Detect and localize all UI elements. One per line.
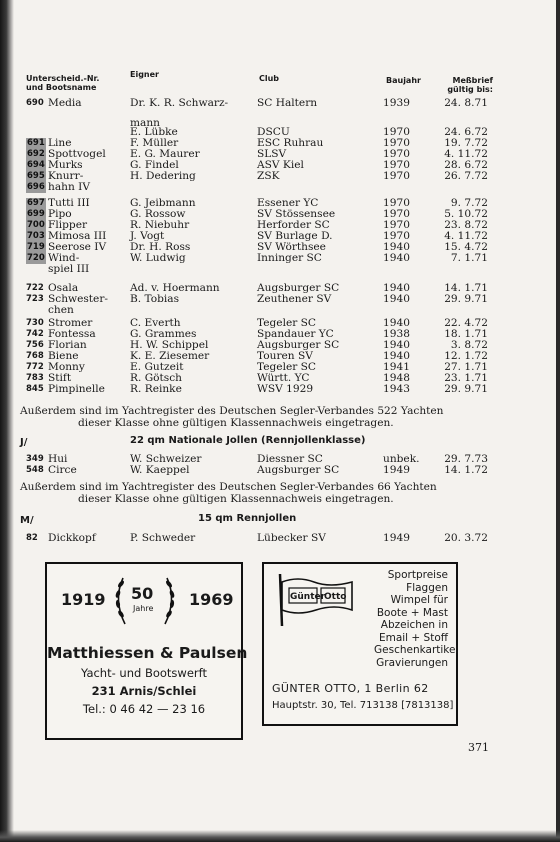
- boat-number: 700: [27, 220, 45, 230]
- boat-name: Murks: [48, 159, 83, 171]
- table-row: [0, 98, 560, 109]
- boat-number: 722: [26, 283, 44, 293]
- boat-name: Schwester-: [48, 293, 108, 305]
- boat-number: 756: [26, 340, 44, 350]
- owner-name: H. W. Schippel: [130, 339, 209, 351]
- ad1-year-left: 1919: [61, 590, 106, 609]
- boat-name: Dickkopf: [48, 532, 96, 544]
- advert-matthiessen-paulsen: [45, 562, 248, 740]
- boat-name: Tutti III: [48, 197, 90, 209]
- col-header-year: Baujahr: [386, 76, 421, 85]
- valid-until: 29. 9.71: [444, 293, 488, 305]
- ad2-line: Wimpel für: [390, 594, 448, 606]
- owner-name: G. Findel: [130, 159, 179, 171]
- valid-until: 15. 4.72: [444, 241, 488, 253]
- boat-number: 783: [26, 373, 44, 383]
- build-year: 1940: [383, 293, 410, 305]
- build-year: 1970: [383, 170, 410, 182]
- owner-name: B. Tobias: [130, 293, 180, 305]
- boat-number: 730: [26, 318, 44, 328]
- owner-name: H. Dedering: [130, 170, 196, 182]
- note-paragraph-2: [20, 481, 437, 505]
- build-year: 1949: [383, 532, 410, 544]
- boat-name: Florian: [48, 339, 87, 351]
- club-name: SLSV: [257, 148, 287, 160]
- boat-name: Stromer: [48, 317, 93, 329]
- table-row: [0, 294, 560, 305]
- build-year: 1941: [383, 361, 410, 373]
- boat-number: 723: [26, 294, 44, 304]
- owner-name: P. Schweder: [130, 532, 196, 544]
- valid-until: 7. 1.71: [450, 252, 488, 264]
- boat-number: 719: [27, 242, 45, 252]
- valid-until: 22. 4.72: [444, 317, 488, 329]
- boat-number: 695: [27, 171, 45, 181]
- valid-until: 5. 10.72: [444, 208, 488, 220]
- col-header-valid-line1: Meßbrief: [452, 76, 493, 85]
- boat-name: Flipper: [48, 219, 88, 231]
- ad1-year-right: 1969: [189, 590, 234, 609]
- owner-name: E. Gutzeit: [130, 361, 184, 373]
- boat-name: Line: [48, 137, 72, 149]
- build-year: 1970: [383, 197, 410, 209]
- boat-name: Spottvogel: [48, 148, 106, 160]
- club-name: SV Burlage D.: [257, 230, 333, 242]
- club-name: Zeuthener SV: [257, 293, 332, 305]
- boat-number: 768: [26, 351, 44, 361]
- col-header-nr-line1: Unterscheid.-Nr.: [26, 74, 100, 83]
- club-name: Inninger SC: [257, 252, 322, 264]
- boat-number: 742: [26, 329, 44, 339]
- boat-name: Media: [48, 97, 82, 109]
- flag-text-left: Günter: [290, 592, 326, 602]
- owner-name: W. Kaeppel: [130, 464, 190, 476]
- boat-name: chen: [48, 304, 74, 316]
- owner-name: R. Reinke: [130, 383, 182, 395]
- boat-number: 696: [27, 182, 45, 192]
- boat-name: Stift: [48, 372, 72, 384]
- boat-number: 349: [26, 454, 44, 464]
- table-row: [0, 465, 560, 476]
- col-header-valid-line2: gültig bis:: [447, 85, 493, 94]
- club-name: WSV 1929: [257, 383, 314, 395]
- club-name: Lübecker SV: [257, 532, 326, 544]
- build-year: 1940: [383, 241, 410, 253]
- boat-number: 697: [27, 198, 45, 208]
- ad2-line: Flaggen: [406, 581, 448, 594]
- boat-name: hahn IV: [48, 181, 90, 193]
- ad2-line: Boote + Mast: [376, 606, 448, 619]
- boat-name: Hui: [48, 453, 68, 465]
- boat-name: Pipo: [48, 208, 72, 220]
- owner-name: G. Rossow: [130, 208, 186, 220]
- build-year: unbek.: [383, 453, 420, 465]
- col-header-valid: [445, 76, 493, 94]
- boat-name: Osala: [48, 282, 79, 294]
- valid-until: 18. 1.71: [444, 328, 488, 340]
- valid-until: 27. 1.71: [444, 361, 488, 373]
- section-3-title: 15 qm Rennjollen: [198, 513, 297, 524]
- valid-until: 24. 6.72: [444, 126, 488, 138]
- ad1-address: 231 Arnis/Schlei: [91, 684, 197, 698]
- build-year: 1940: [383, 252, 410, 264]
- boat-name: Mimosa III: [48, 230, 107, 242]
- note-2-line-1: Außerdem sind im Yachtregister des Deutschen Segler-Verbandes 66 Yachten: [20, 481, 437, 493]
- boat-number: 699: [27, 209, 45, 219]
- club-name: Herforder SC: [257, 219, 330, 231]
- ad1-phone: Tel.: 0 46 42 — 23 16: [82, 702, 206, 716]
- club-name: Tegeler SC: [257, 317, 317, 329]
- boat-name: Biene: [48, 350, 79, 362]
- club-name: Württ. YC: [257, 372, 310, 384]
- valid-until: 14. 1.72: [444, 464, 488, 476]
- valid-until: 19. 7.72: [444, 137, 488, 149]
- boat-number: 694: [27, 160, 45, 170]
- ad1-anniversary-number: 50: [131, 584, 154, 603]
- boat-number: 720: [27, 253, 45, 263]
- valid-until: 29. 7.73: [444, 453, 488, 465]
- owner-name: R. Götsch: [130, 372, 183, 384]
- build-year: 1940: [383, 282, 410, 294]
- valid-until: 28. 6.72: [444, 159, 488, 171]
- build-year: 1970: [383, 126, 410, 138]
- valid-until: 3. 8.72: [450, 339, 488, 351]
- ad2-company: GÜNTER OTTO, 1 Berlin 62: [272, 682, 429, 695]
- club-name: Tegeler SC: [257, 361, 317, 373]
- club-name: DSCU: [257, 126, 290, 138]
- section-2-prefix: J/: [20, 437, 28, 448]
- club-name: Augsburger SC: [257, 282, 340, 294]
- ad1-anniversary-word: Jahre: [133, 604, 154, 613]
- owner-name: F. Müller: [130, 137, 179, 149]
- boat-number: 772: [26, 362, 44, 372]
- owner-name: G. Grammes: [130, 328, 197, 340]
- boat-name: Seerose IV: [48, 241, 107, 253]
- build-year: 1939: [383, 97, 410, 109]
- club-name: SV Wörthsee: [257, 241, 326, 253]
- club-name: ESC Ruhrau: [257, 137, 324, 149]
- build-year: 1970: [383, 219, 410, 231]
- col-header-nr-line2: und Bootsname: [26, 83, 97, 92]
- valid-until: 9. 7.72: [450, 197, 488, 209]
- boat-name: Wind-: [48, 252, 80, 264]
- build-year: 1940: [383, 350, 410, 362]
- build-year: 1970: [383, 148, 410, 160]
- club-name: Touren SV: [257, 350, 313, 362]
- club-name: Spandauer YC: [257, 328, 334, 340]
- owner-name: E. Lübke: [130, 126, 178, 138]
- owner-name: W. Ludwig: [130, 252, 186, 264]
- build-year: 1970: [383, 208, 410, 220]
- scan-shadow-bottom: [0, 830, 560, 842]
- boat-number: 548: [26, 465, 44, 475]
- owner-name: W. Schweizer: [130, 453, 202, 465]
- note-1-line-1: Außerdem sind im Yachtregister des Deutschen Segler-Verbandes 522 Yachten: [20, 405, 444, 417]
- ad2-product-list: [374, 569, 459, 669]
- valid-until: 20. 3.72: [444, 532, 488, 544]
- boat-name: spiel III: [48, 263, 90, 275]
- table-row: [0, 384, 560, 395]
- owner-name: C. Everth: [130, 317, 181, 329]
- build-year: 1970: [383, 230, 410, 242]
- build-year: 1970: [383, 137, 410, 149]
- valid-until: 23. 1.71: [444, 372, 488, 384]
- table-row: [0, 305, 560, 316]
- club-name: SC Haltern: [257, 97, 318, 109]
- ad2-line: Geschenkartikel: [374, 644, 459, 656]
- club-name: SV Stössensee: [257, 208, 336, 220]
- note-2-line-2: dieser Klasse ohne gültigen Klassennachweis eingetragen.: [78, 493, 394, 505]
- table-row: [0, 533, 560, 544]
- owner-name: R. Niebuhr: [130, 219, 190, 231]
- valid-until: 14. 1.71: [444, 282, 488, 294]
- boat-name: Circe: [48, 464, 77, 476]
- valid-until: 24. 8.71: [444, 97, 488, 109]
- valid-until: 29. 9.71: [444, 383, 488, 395]
- owner-name: E. G. Maurer: [130, 148, 200, 160]
- owner-name: J. Vogt: [130, 230, 165, 242]
- valid-until: 26. 7.72: [444, 170, 488, 182]
- valid-until: 4. 11.72: [444, 230, 488, 242]
- boat-number: 691: [27, 138, 45, 148]
- club-name: ZSK: [257, 170, 280, 182]
- boat-name: Knurr-: [48, 170, 84, 182]
- club-name: Augsburger SC: [257, 339, 340, 351]
- valid-until: 4. 11.72: [444, 148, 488, 160]
- owner-name: Dr. H. Ross: [130, 241, 191, 253]
- ad2-line: Email + Stoff: [378, 631, 448, 644]
- flag-text-right: Otto: [324, 592, 347, 602]
- club-name: Diessner SC: [257, 453, 323, 465]
- valid-until: 12. 1.72: [444, 350, 488, 362]
- note-paragraph-1: [20, 405, 444, 429]
- build-year: 1948: [383, 372, 410, 384]
- boat-name: Monny: [48, 361, 85, 373]
- section-2-title: 22 qm Nationale Jollen (Rennjollenklasse): [130, 435, 366, 446]
- ad2-line: Sportpreise: [387, 569, 448, 581]
- build-year: 1949: [383, 464, 410, 476]
- section-3-prefix: M/: [20, 515, 34, 526]
- build-year: 1943: [383, 383, 410, 395]
- ad1-subtitle: Yacht- und Bootswerft: [81, 666, 207, 680]
- boat-number: 845: [26, 384, 44, 394]
- owner-name: mann: [130, 117, 161, 129]
- club-name: Augsburger SC: [257, 464, 340, 476]
- note-1-line-2: dieser Klasse ohne gültigen Klassennachweis eingetragen.: [78, 417, 394, 429]
- table-row: [0, 182, 560, 193]
- valid-until: 23. 8.72: [444, 219, 488, 231]
- build-year: 1940: [383, 339, 410, 351]
- col-header-nr: [26, 74, 99, 92]
- ad2-address: Hauptstr. 30, Tel. 713138 [7813138]: [272, 700, 454, 711]
- boat-name: Fontessa: [48, 328, 96, 340]
- ad2-line: Abzeichen in: [380, 619, 448, 631]
- owner-name: Dr. K. R. Schwarz-: [130, 97, 229, 109]
- page-number: 371: [468, 741, 489, 754]
- build-year: 1938: [383, 328, 410, 340]
- ad2-line: Gravierungen: [376, 656, 448, 669]
- club-name: ASV Kiel: [257, 159, 304, 171]
- advert-guenter-otto: [262, 562, 458, 726]
- col-header-owner: Eigner: [130, 70, 159, 79]
- owner-name: G. Jeibmann: [130, 197, 196, 209]
- owner-name: Ad. v. Hoermann: [130, 282, 220, 294]
- table-row: [0, 264, 560, 275]
- owner-name: K. E. Ziesemer: [130, 350, 210, 362]
- build-year: 1940: [383, 317, 410, 329]
- build-year: 1970: [383, 159, 410, 171]
- boat-number: 703: [27, 231, 45, 241]
- boat-name: Pimpinelle: [48, 383, 105, 395]
- boat-number: 692: [27, 149, 45, 159]
- boat-number: 690: [26, 98, 44, 108]
- club-name: Essener YC: [257, 197, 319, 209]
- col-header-club: Club: [259, 74, 280, 83]
- boat-number: 82: [26, 533, 38, 543]
- ad1-company-name: Matthiessen & Paulsen: [47, 644, 248, 662]
